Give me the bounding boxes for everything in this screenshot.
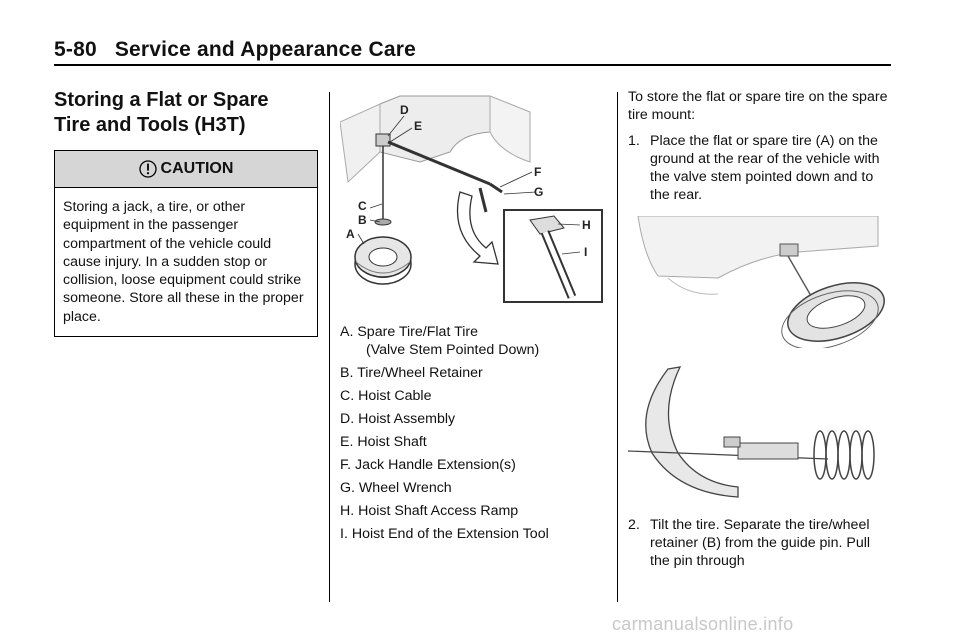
step-2: 2. Tilt the tire. Separate the tire/wheel retainer (B) from the guide pin. Pull the pin through (628, 517, 871, 569)
column-right (628, 88, 890, 576)
header-rule (54, 64, 891, 66)
callout-a: A (346, 227, 355, 241)
column-divider-1 (329, 92, 330, 602)
legend-item: H. Hoist Shaft Access Ramp (340, 503, 519, 519)
legend-item: B. Tire/Wheel Retainer (340, 365, 483, 381)
section-title: Service and Appearance Care (114, 38, 416, 61)
page-number: 5-80 (54, 38, 97, 61)
legend-item: D. Hoist Assembly (340, 411, 456, 427)
legend-item: G. Wheel Wrench (340, 480, 452, 496)
page-header (54, 38, 416, 62)
heading-line-1: Storing a Flat or Spare (54, 89, 269, 111)
callout-b: B (358, 213, 367, 227)
legend-item: E. Hoist Shaft (340, 434, 427, 450)
callout-e: E (414, 119, 423, 133)
section-heading (54, 88, 318, 138)
column-middle (340, 92, 608, 548)
callout-c: C (358, 199, 367, 213)
watermark: carmanualsonline.info (612, 614, 794, 634)
diagram-legend (340, 323, 608, 543)
legend-item: C. Hoist Cable (340, 388, 432, 404)
callout-i: I (584, 245, 588, 259)
callout-h: H (582, 218, 591, 232)
column-left (54, 88, 318, 337)
legend-item: I. Hoist End of the Extension Tool (340, 526, 549, 542)
callout-d: D (400, 103, 409, 117)
caution-text: Storing a jack, a tire, or other equipment in the passenger compartment of the vehicle could cause injury. In a sudden stop or collision, loose equipment could strike someone. Store all these in the proper place. (63, 199, 304, 325)
caution-label: CAUTION (160, 160, 234, 177)
retainer-pin-illustration (628, 363, 886, 503)
heading-line-2: Tire and Tools (H3T) (54, 114, 246, 136)
caution-box (54, 150, 318, 337)
callout-g: G (534, 185, 544, 199)
intro-paragraph: To store the flat or spare tire on the spare tire mount: (628, 89, 888, 123)
column-divider-2 (617, 92, 618, 602)
legend-item: F. Jack Handle Extension(s) (340, 457, 516, 473)
callout-f: F (534, 165, 542, 179)
caution-header (55, 151, 317, 188)
tire-placement-illustration (628, 216, 886, 348)
warning-icon (139, 160, 157, 178)
legend-item: A. Spare Tire/Flat Tire (Valve Stem Pointed Down) (340, 324, 540, 358)
tire-hoist-diagram (340, 92, 604, 304)
step-1: 1. Place the flat or spare tire (A) on the ground at the rear of the vehicle with the valve stem pointed down and to the rear. (628, 133, 880, 203)
